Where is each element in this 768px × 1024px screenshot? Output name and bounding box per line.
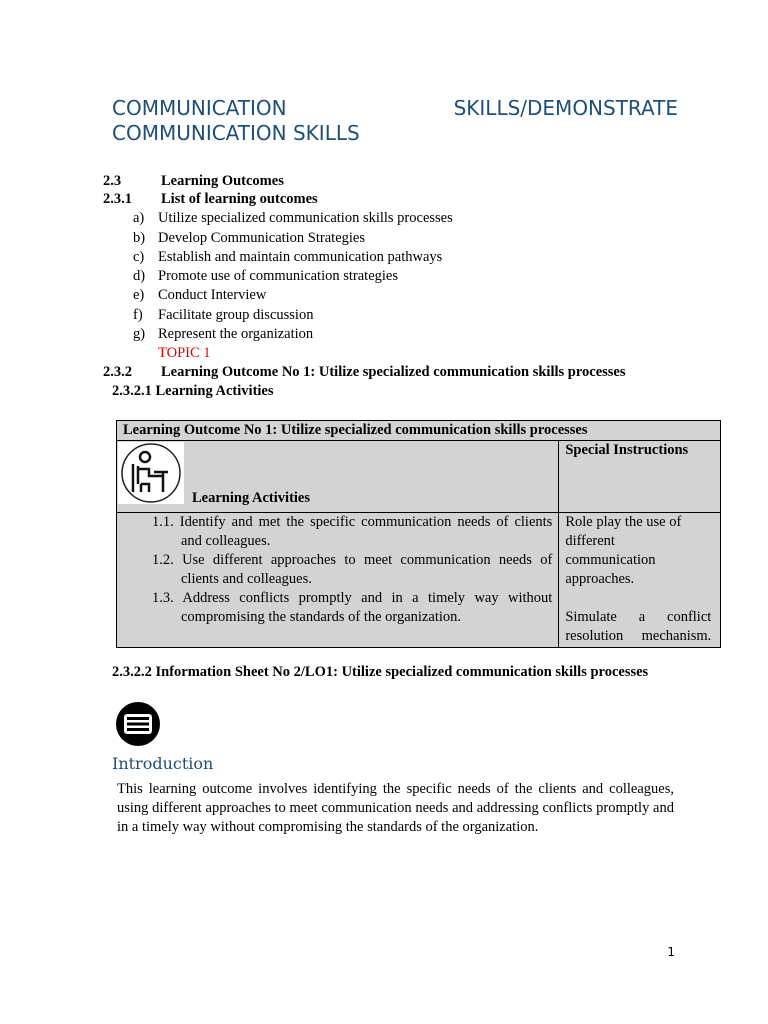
- learning-outcome-table: [116, 420, 721, 648]
- info-sheet-title: 2.3.2.2 Information Sheet No 2/LO1: Utilize specialized communication skills processes: [112, 664, 649, 680]
- list-item: d) Promote use of communication strategies: [133, 268, 399, 284]
- list-item: a) Utilize specialized communication skills processes: [133, 210, 453, 226]
- activity-item: 1.1. Identify and met the specific communication needs of clients and colleagues.: [152, 514, 553, 549]
- introduction-heading: Introduction: [112, 754, 214, 773]
- activity-item: 1.2. Use different approaches to meet communication needs of clients and colleagues.: [152, 552, 553, 587]
- page-title-line2: COMMUNICATION SKILLS: [112, 121, 360, 145]
- list-item: g) Represent the organization: [133, 326, 314, 342]
- learner-icon: [118, 442, 184, 504]
- info-sheet-icon: [115, 701, 161, 747]
- section-2-3-2-1-title: 2.3.2.1 Learning Activities: [112, 383, 274, 399]
- special-instructions-label: Special Instructions: [559, 441, 721, 513]
- list-item: f) Facilitate group discussion: [133, 307, 314, 323]
- section-2-3-2-number: 2.3.2: [103, 364, 132, 380]
- introduction-body: This learning outcome involves identifying the specific needs of the clients and colleagues, using different approaches to meet communication needs and addressing conflicts promptly and in a timely way without compromising the standards of the organization.: [117, 781, 674, 835]
- activity-item: 1.3. Address conflicts promptly and in a timely way without compromising the standards of the organization.: [152, 590, 553, 625]
- section-2-3-2-title: Learning Outcome No 1: Utilize specialized communication skills processes: [161, 364, 626, 380]
- activities-header-cell: [117, 441, 559, 513]
- list-item: c) Establish and maintain communication pathways: [133, 249, 443, 265]
- section-2-3-1-number: 2.3.1: [103, 191, 132, 207]
- instruction-text-1: Role play the use of different communication approaches.: [565, 514, 682, 587]
- learning-activities-label: Learning Activities: [192, 490, 311, 506]
- list-item: b) Develop Communication Strategies: [133, 230, 365, 246]
- page-title-part1: COMMUNICATION: [112, 96, 287, 120]
- topic-label: TOPIC 1: [158, 345, 211, 361]
- list-item: e) Conduct Interview: [133, 287, 267, 303]
- page-number: 1: [667, 945, 675, 959]
- page-title-part2: SKILLS/DEMONSTRATE: [453, 96, 678, 120]
- activities-cell: [117, 513, 559, 648]
- instructions-cell: [559, 513, 721, 648]
- section-2-3-number: 2.3: [103, 173, 122, 189]
- section-2-3-1-title: List of learning outcomes: [161, 191, 318, 207]
- section-2-3-title: Learning Outcomes: [161, 173, 284, 189]
- table-header: Learning Outcome No 1: Utilize specialized communication skills processes: [117, 421, 721, 441]
- instruction-text-2: Simulate a conflict resolution mechanism.: [565, 609, 712, 644]
